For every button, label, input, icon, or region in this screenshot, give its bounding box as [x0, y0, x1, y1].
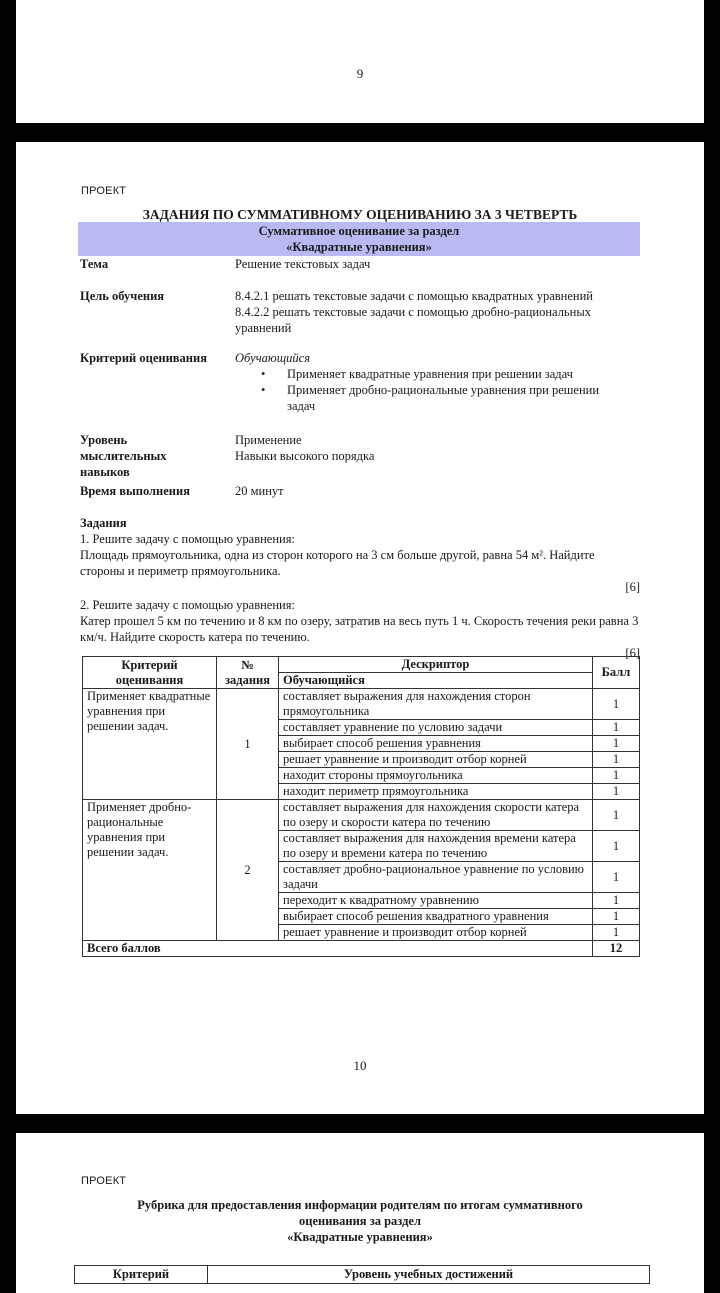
level-line: Применение	[235, 433, 302, 447]
points-cell: 1	[593, 752, 640, 768]
total-value: 12	[593, 941, 640, 957]
meta-value	[235, 350, 645, 414]
section-banner	[78, 222, 640, 256]
points-cell: 1	[593, 784, 640, 800]
points-cell: 1	[593, 893, 640, 909]
table-row	[83, 800, 640, 831]
level-line: Навыки высокого порядка	[235, 449, 375, 463]
banner-line-1: Суммативное оценивание за раздел	[258, 224, 460, 238]
task-2-prompt: 2. Решите задачу с помощью уравнения:	[80, 598, 295, 612]
meta-value: Решение текстовых задач	[235, 257, 371, 271]
meta-value	[235, 432, 645, 464]
total-label: Всего баллов	[83, 941, 593, 957]
points-cell: 1	[593, 768, 640, 784]
points-cell: 1	[593, 925, 640, 941]
header-descriptor: Дескриптор	[279, 657, 593, 673]
header-level: Уровень учебных достижений	[208, 1266, 650, 1284]
meta-label: Тема	[80, 257, 109, 271]
descriptor-cell: составляет дробно-рациональное уравнение по условию задачи	[279, 862, 593, 893]
criterion-cell: Применяет дробно-рациональные уравнения при решении задач.	[83, 800, 217, 941]
descriptor-cell: выбирает способ решения квадратного уравнения	[279, 909, 593, 925]
page-title	[16, 1197, 704, 1245]
meta-label: Критерий оценивания	[80, 351, 207, 365]
descriptor-cell: решает уравнение и производит отбор корней	[279, 752, 593, 768]
task-1-prompt: 1. Решите задачу с помощью уравнения:	[80, 532, 295, 546]
descriptor-cell: находит стороны прямоугольника	[279, 768, 593, 784]
parent-rubric-table	[74, 1265, 650, 1284]
descriptor-cell: составляет выражения для нахождения сторон прямоугольника	[279, 689, 593, 720]
descriptor-cell: составляет выражения для нахождения скорости катера по озеру и скорости катера по течению	[279, 800, 593, 831]
document-page-11	[16, 1133, 704, 1293]
table-row	[83, 689, 640, 720]
criterion-cell: Применяет квадратные уравнения при решении задач.	[83, 689, 217, 800]
meta-label: Цель обучения	[80, 289, 165, 303]
descriptor-cell: составляет выражения для нахождения времени катера по озеру и времени катера по течению	[279, 831, 593, 862]
banner-line-2: «Квадратные уравнения»	[286, 240, 432, 254]
draft-label: ПРОЕКТ	[81, 1175, 127, 1187]
goal-line: 8.4.2.1 решать текстовые задачи с помощью квадратных уравнений	[235, 289, 593, 303]
descriptor-cell: решает уравнение и производит отбор корней	[279, 925, 593, 941]
total-row	[83, 941, 640, 957]
document-page-9	[16, 0, 704, 123]
table-header-row	[83, 657, 640, 673]
meta-value: 20 минут	[235, 484, 284, 498]
title-line: Рубрика для предоставления информации родителям по итогам суммативного	[137, 1198, 583, 1212]
points-cell: 1	[593, 736, 640, 752]
task-number-cell: 2	[217, 800, 279, 941]
points-cell: 1	[593, 909, 640, 925]
criteria-item: • Применяет дробно-рациональные уравнения при решении задач	[275, 382, 617, 414]
header-task-no: № задания	[217, 657, 279, 689]
title-line: оценивания за раздел	[299, 1214, 421, 1228]
table-header-row	[75, 1266, 650, 1284]
points-cell: 1	[593, 800, 640, 831]
page-number: 10	[353, 1058, 367, 1073]
tasks-heading: Задания	[80, 516, 127, 530]
meta-label: Время выполнения	[80, 484, 190, 498]
descriptor-cell: переходит к квадратному уравнению	[279, 893, 593, 909]
points-cell: 1	[593, 862, 640, 893]
criteria-intro: Обучающийся	[235, 351, 311, 365]
meta-label: Уровень мыслительных навыков	[80, 433, 167, 479]
page-title: ЗАДАНИЯ ПО СУММАТИВНОМУ ОЦЕНИВАНИЮ ЗА 3 ЧЕТВЕРТЬ	[142, 207, 578, 222]
criteria-list	[235, 366, 645, 414]
descriptor-cell: составляет уравнение по условию задачи	[279, 720, 593, 736]
draft-label: ПРОЕКТ	[81, 185, 127, 197]
header-learner: Обучающийся	[279, 673, 593, 689]
document-page-10	[16, 142, 704, 1114]
criteria-item: • Применяет квадратные уравнения при решении задач	[275, 366, 645, 382]
meta-value	[235, 288, 650, 336]
task-2-text: Катер прошел 5 км по течению и 8 км по озеру, затратив на весь путь 1 ч. Скорость течения реки равна 3 км/ч. Найдите скорость катера по течению.	[80, 614, 639, 644]
task-number-cell: 1	[217, 689, 279, 800]
marking-scheme-table	[82, 656, 640, 957]
goal-line: 8.4.2.2 решать текстовые задачи с помощью дробно-рациональных уравнений	[235, 305, 591, 335]
page-number: 9	[356, 66, 364, 81]
points-cell: 1	[593, 720, 640, 736]
task-1-score: [6]	[625, 580, 640, 594]
points-cell: 1	[593, 831, 640, 862]
title-line: «Квадратные уравнения»	[287, 1230, 433, 1244]
tasks-section	[80, 515, 640, 661]
header-criterion: Критерий оценивания	[83, 657, 217, 689]
descriptor-cell: выбирает способ решения уравнения	[279, 736, 593, 752]
descriptor-cell: находит периметр прямоугольника	[279, 784, 593, 800]
task-1-text: Площадь прямоугольника, одна из сторон которого на 3 см больше другой, равна 54 м². Найдите стороны и периметр прямоугольника.	[80, 548, 595, 578]
header-points: Балл	[593, 657, 640, 689]
header-criterion: Критерий	[75, 1266, 208, 1284]
points-cell: 1	[593, 689, 640, 720]
task-2-score: [6]	[625, 646, 640, 660]
